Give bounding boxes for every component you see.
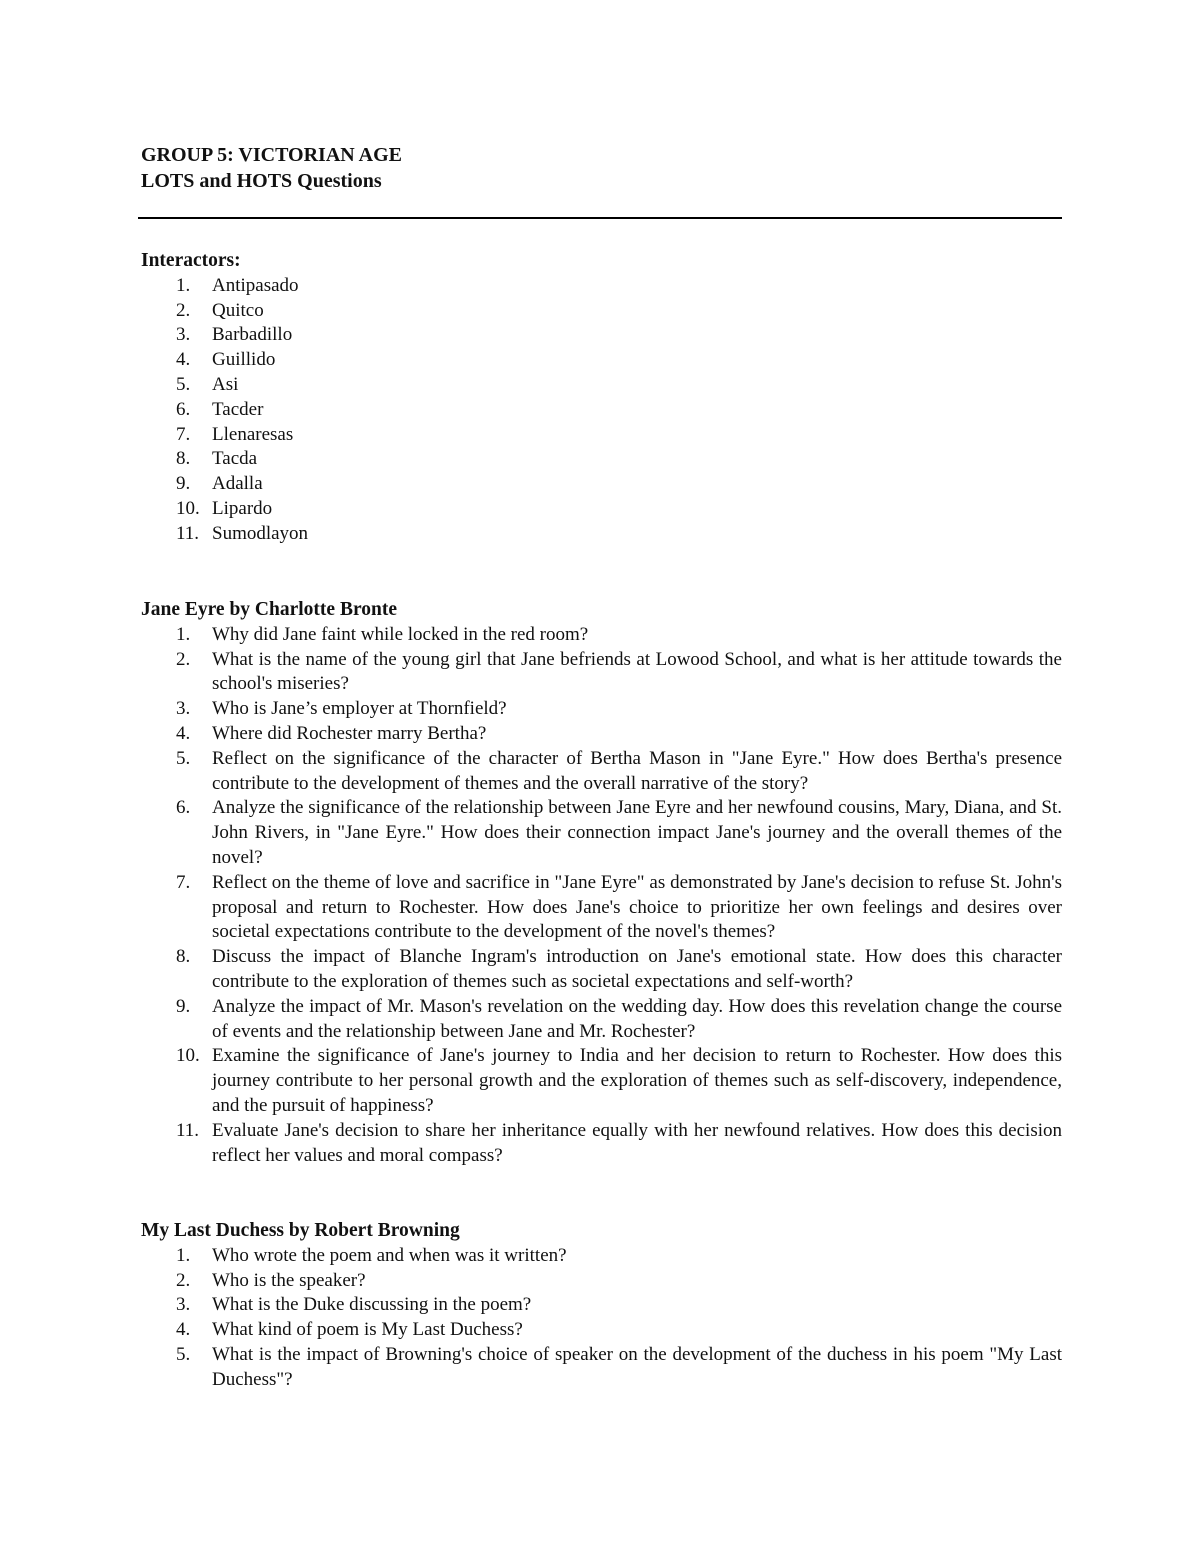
question-number: 3. (176, 698, 191, 720)
list-text: Antipasado (212, 274, 299, 296)
list-number: 2. (176, 299, 191, 321)
jane-eyre-questions (141, 623, 1062, 1169)
list-text: Barbadillo (212, 324, 293, 346)
list-number: 8. (176, 448, 191, 470)
interactors-heading: Interactors: (141, 250, 241, 271)
document-subtitle: LOTS and HOTS Questions (141, 170, 382, 192)
question-text: Analyze the significance of the relationship between Jane Eyre and her newfound cousins, Mary, Diana, and St. John Rivers, in "Jane Eyre." How does their connection impact Jane's journey and the overall themes of the novel? (212, 797, 1062, 868)
list-text: Tacda (212, 448, 258, 470)
question-text: What is the impact of Browning's choice of speaker on the development of the duchess in his poem "My Last Duchess"? (212, 1343, 1062, 1390)
question-text: What is the name of the young girl that Jane befriends at Lowood School, and what is her attitude towards the school's miseries? (212, 648, 1062, 695)
question-text: Examine the significance of Jane's journey to India and her decision to return to Rochester. How does this journey contribute to her personal growth and the exploration of themes such as self-discovery, independence, and the pursuit of happiness? (212, 1045, 1062, 1116)
list-item (141, 299, 1062, 324)
jane-eyre-section (141, 598, 1062, 1168)
question-number: 5. (176, 747, 191, 769)
list-number: 7. (176, 423, 191, 445)
question-text: Evaluate Jane's decision to share her inheritance equally with her newfound relatives. How does this decision reflect her values and moral compass? (212, 1119, 1062, 1166)
jane-eyre-heading: Jane Eyre by Charlotte Bronte (141, 599, 398, 620)
question-number: 10. (176, 1045, 200, 1067)
list-number: 11. (176, 522, 200, 544)
question-item (141, 1119, 1062, 1169)
question-item (141, 722, 1062, 747)
list-item (141, 348, 1062, 373)
list-item (141, 398, 1062, 423)
question-item (141, 1244, 1062, 1269)
list-text: Asi (212, 373, 239, 395)
question-item (141, 1318, 1062, 1343)
question-item (141, 1293, 1062, 1318)
question-number: 4. (176, 722, 191, 744)
list-item (141, 497, 1062, 522)
list-text: Guillido (212, 349, 276, 371)
list-number: 6. (176, 398, 191, 420)
question-number: 7. (176, 871, 191, 893)
list-text: Lipardo (212, 497, 273, 519)
question-text: Reflect on the significance of the character of Bertha Mason in "Jane Eyre." How does Bertha's presence contribute to the development of themes and the overall narrative of the story? (212, 747, 1062, 794)
question-number: 5. (176, 1343, 191, 1365)
horizontal-rule (138, 217, 1062, 219)
question-number: 1. (176, 1244, 191, 1266)
question-text: Who is the speaker? (212, 1269, 366, 1291)
interactors-section (141, 249, 1062, 547)
list-item (141, 522, 1062, 547)
list-text: Adalla (212, 473, 263, 495)
list-number: 10. (176, 497, 200, 519)
question-number: 1. (176, 623, 191, 645)
list-number: 9. (176, 473, 191, 495)
list-number: 4. (176, 349, 191, 371)
my-last-duchess-section (141, 1219, 1062, 1393)
question-number: 4. (176, 1319, 191, 1341)
question-number: 3. (176, 1294, 191, 1316)
interactors-list (141, 274, 1062, 547)
question-text: Why did Jane faint while locked in the red room? (212, 623, 589, 645)
question-text: What kind of poem is My Last Duchess? (212, 1319, 523, 1341)
question-text: Analyze the impact of Mr. Mason's revelation on the wedding day. How does this revelation change the course of events and the relationship between Jane and Mr. Rochester? (212, 995, 1062, 1042)
question-item (141, 623, 1062, 648)
question-text: Reflect on the theme of love and sacrifice in "Jane Eyre" as demonstrated by Jane's decision to refuse St. John's proposal and return to Rochester. How does Jane's choice to prioritize her own feelings and desires over societal expectations contribute to the development of the novel's themes? (212, 871, 1062, 943)
list-item (141, 274, 1062, 299)
question-item (141, 648, 1062, 698)
document-header (141, 142, 402, 194)
question-item (141, 796, 1062, 870)
question-text: What is the Duke discussing in the poem? (212, 1294, 532, 1316)
list-number: 5. (176, 373, 191, 395)
list-text: Tacder (212, 398, 264, 420)
question-text: Who is Jane’s employer at Thornfield? (212, 698, 507, 720)
question-item (141, 871, 1062, 945)
question-item (141, 1044, 1062, 1118)
list-item (141, 323, 1062, 348)
question-number: 9. (176, 995, 191, 1017)
question-item (141, 945, 1062, 995)
question-item (141, 1343, 1062, 1393)
my-last-duchess-questions (141, 1244, 1062, 1393)
list-item (141, 472, 1062, 497)
question-item (141, 697, 1062, 722)
list-item (141, 373, 1062, 398)
question-text: Discuss the impact of Blanche Ingram's introduction on Jane's emotional state. How does this character contribute to the exploration of themes such as societal expectations and self-worth? (212, 946, 1062, 992)
question-number: 11. (176, 1119, 200, 1141)
list-item (141, 447, 1062, 472)
my-last-duchess-heading: My Last Duchess by Robert Browning (141, 1220, 460, 1241)
question-item (141, 995, 1062, 1045)
list-item (141, 423, 1062, 448)
list-number: 3. (176, 324, 191, 346)
question-item (141, 1269, 1062, 1294)
list-text: Llenaresas (212, 423, 294, 445)
question-number: 2. (176, 1269, 191, 1291)
question-text: Who wrote the poem and when was it written? (212, 1244, 567, 1266)
question-number: 6. (176, 797, 191, 819)
list-text: Quitco (212, 299, 264, 321)
list-text: Sumodlayon (212, 522, 309, 544)
question-number: 2. (176, 648, 191, 670)
list-number: 1. (176, 274, 191, 296)
group-title: GROUP 5: VICTORIAN AGE (141, 144, 402, 166)
question-number: 8. (176, 946, 191, 968)
question-text: Where did Rochester marry Bertha? (212, 722, 487, 744)
question-item (141, 747, 1062, 797)
